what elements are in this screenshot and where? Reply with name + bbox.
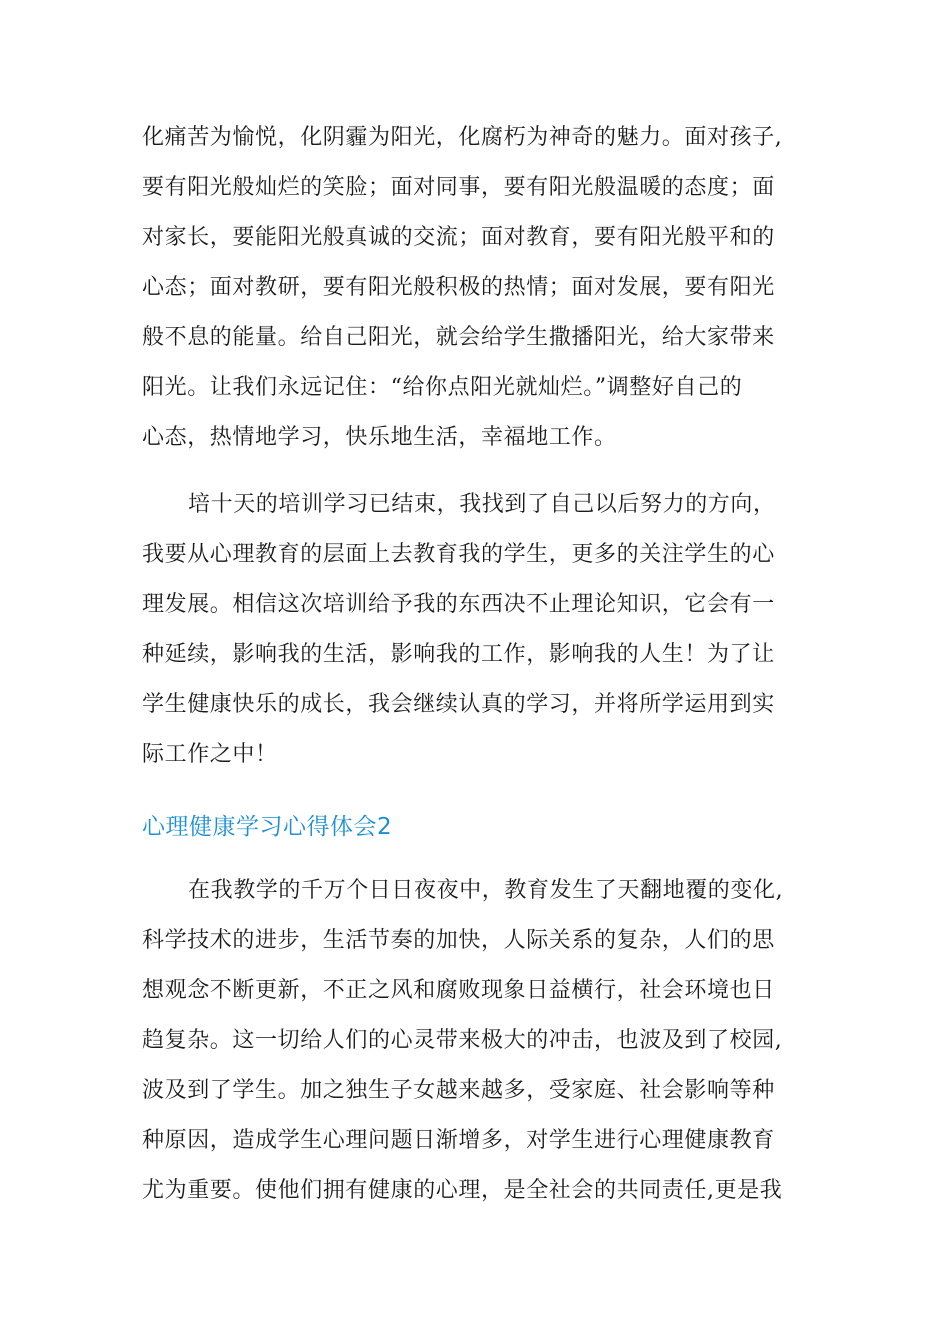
paragraph-line: 想观念不断更新，不正之风和腐败现象日益横行，社会环境也日 [142, 978, 775, 1003]
paragraph-line: 际工作之中！ [142, 742, 278, 767]
paragraph-line: 波及到了学生。加之独生子女越来越多，受家庭、社会影响等种 [142, 1078, 775, 1103]
paragraph-line: 种原因，造成学生心理问题日渐增多，对学生进行心理健康教育 [142, 1128, 775, 1153]
paragraph-line: 对家长，要能阳光般真诚的交流；面对教育，要有阳光般平和的 [142, 225, 775, 250]
paragraph-line: 阳光。让我们永远记住：“给你点阳光就灿烂。”调整好自己的 [142, 375, 743, 400]
section-heading: 心理健康学习心得体会2 [142, 814, 393, 840]
paragraph-line: 趋复杂。这一切给人们的心灵带来极大的冲击，也波及到了校园, [142, 1028, 783, 1053]
paragraph-line: 在我教学的千万个日日夜夜中，教育发生了天翻地覆的变化, [188, 878, 784, 903]
paragraph-line: 学生健康快乐的成长，我会继续认真的学习，并将所学运用到实 [142, 692, 775, 717]
paragraph-line: 种延续，影响我的生活，影响我的工作，影响我的人生！为了让 [142, 642, 775, 667]
paragraph-line: 理发展。相信这次培训给予我的东西决不止理论知识，它会有一 [142, 592, 775, 617]
paragraph-line: 心态，热情地学习，快乐地生活，幸福地工作。 [142, 425, 617, 450]
paragraph-line: 要有阳光般灿烂的笑脸；面对同事，要有阳光般温暖的态度；面 [142, 175, 775, 200]
paragraph-line: 培十天的培训学习已结束，我找到了自己以后努力的方向， [188, 492, 776, 517]
paragraph-line: 科学技术的进步，生活节奏的加快，人际关系的复杂，人们的思 [142, 928, 775, 953]
paragraph-line: 般不息的能量。给自己阳光，就会给学生撒播阳光，给大家带来 [142, 325, 775, 350]
paragraph-line: 心态；面对教研，要有阳光般积极的热情；面对发展，要有阳光 [142, 275, 775, 300]
paragraph-line: 尤为重要。使他们拥有健康的心理，是全社会的共同责任,更是我 [142, 1178, 783, 1203]
paragraph-line: 化痛苦为愉悦，化阴霾为阳光，化腐朽为神奇的魅力。面对孩子, [142, 125, 783, 150]
paragraph-line: 我要从心理教育的层面上去教育我的学生，更多的关注学生的心 [142, 542, 775, 567]
